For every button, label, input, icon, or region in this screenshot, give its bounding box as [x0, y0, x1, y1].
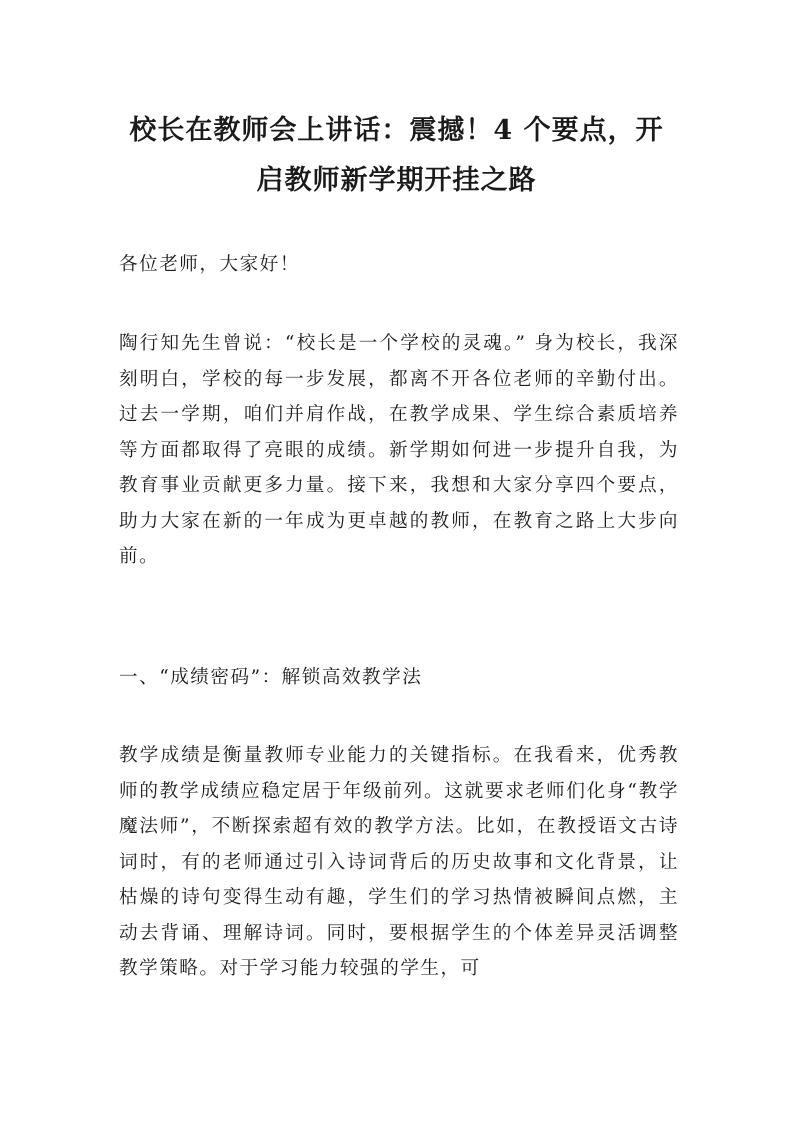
section-heading-1: 一、“成绩密码”：解锁高效教学法	[119, 667, 423, 688]
greeting-paragraph: 各位老师，大家好！	[119, 254, 300, 275]
title-line-2: 启教师新学期开挂之路	[256, 165, 537, 196]
document-title	[100, 106, 693, 206]
intro-paragraph: 陶行知先生曾说：“校长是一个学校的灵魂。” 身为校长，我深刻明白，学校的每一步发展，都离不开各位老师的辛勤付出。过去一学期，咱们并肩作战，在教学成果、学生综合素质培养等方面都取得了亮眼的成绩。新学期如何进一步提升自我，为教育事业贡献更多力量。接下来，我想和大家分享四个要点，助力大家在新的一年成为更卓越的教师，在教育之路上大步向前。	[119, 333, 679, 567]
title-line-1: 校长在教师会上讲话：震撼！4 个要点，开	[129, 115, 664, 146]
body-paragraph-1: 教学成绩是衡量教师专业能力的关键指标。在我看来，优秀教师的教学成绩应稳定居于年级前列。这就要求老师们化身“教学魔法师”，不断探索超有效的教学方法。比如，在教授语文古诗词时，有的老师通过引入诗词背后的历史故事和文化背景，让枯燥的诗句变得生动有趣，学生们的学习热情被瞬间点燃，主动去背诵、理解诗词。同时，要根据学生的个体差异灵活调整教学策略。对于学习能力较强的学生，可	[119, 745, 679, 979]
